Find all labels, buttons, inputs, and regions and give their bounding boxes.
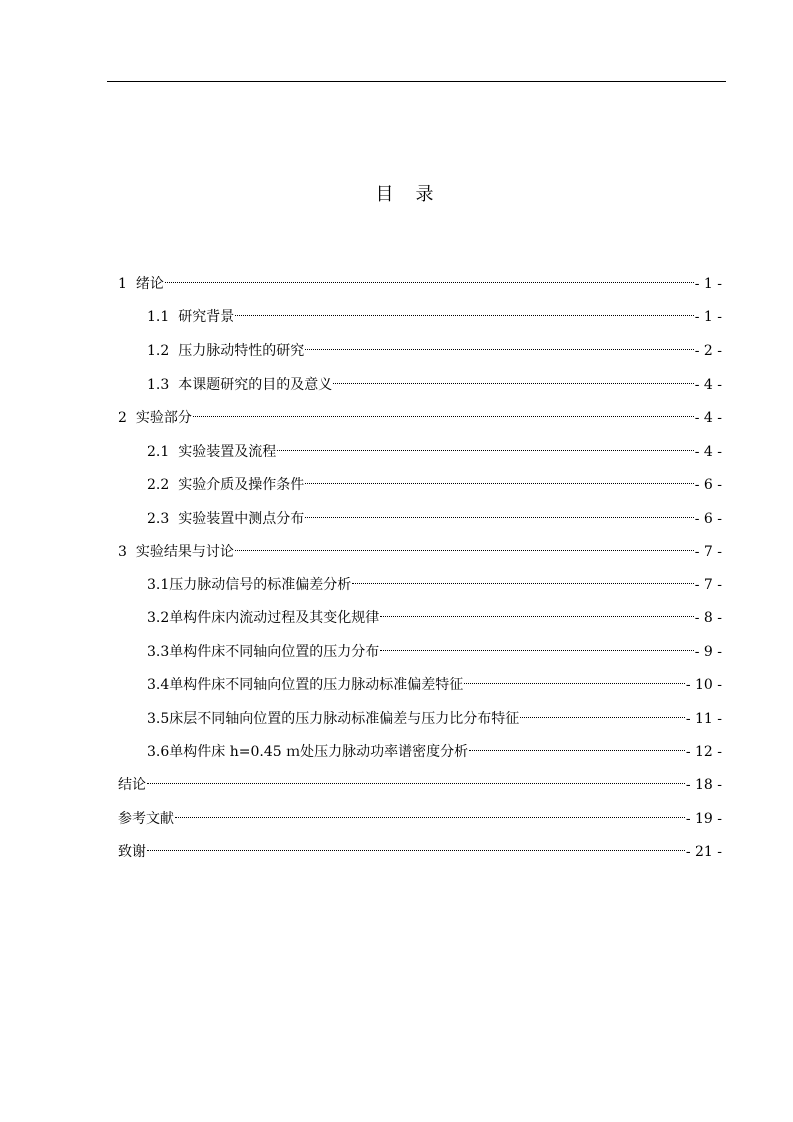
toc-entry-page: - 11 - [685,711,722,727]
toc-entry-number: 3.3 [147,644,170,660]
toc-entry-number: 1.1 [147,309,170,325]
toc-entry-page: - 10 - [685,677,722,693]
toc-entry-title: 压力脉动信号的标准偏差分析 [169,577,352,593]
toc-entry-title: 单构件床不同轴向位置的压力脉动标准偏差特征 [169,677,464,693]
toc-leader-dots [235,301,693,321]
toc-entry-title: 参考文献 [118,811,174,827]
toc-entry[interactable] [147,736,722,760]
toc-leader-dots [520,703,685,723]
toc-entry[interactable] [147,436,722,460]
toc-entry-title: 研究背景 [178,309,235,325]
toc-entry-number: 3.2 [147,610,170,626]
toc-entry[interactable] [118,769,722,793]
toc-entry[interactable] [147,636,722,660]
toc-entry-title: 实验结果与讨论 [135,544,234,560]
toc-entry-page: - 6 - [694,477,722,493]
toc-entry-page: - 19 - [685,811,722,827]
toc-entry-page: - 8 - [694,610,722,626]
toc-leader-dots [380,636,693,656]
toc-entry-number: 2.2 [147,477,170,493]
toc-entry-page: - 1 - [694,276,722,292]
toc-entry[interactable] [147,602,722,626]
toc-leader-dots [147,836,685,856]
toc-leader-dots [469,736,685,756]
toc-entry-page: - 7 - [694,544,722,560]
toc-entry-title: 结论 [118,777,146,793]
toc-entry-page: - 18 - [685,777,722,793]
toc-entry-number: 1.3 [147,377,170,393]
toc-entry-number: 2.1 [147,444,170,460]
toc-entry-number: 2.3 [147,511,170,527]
toc-leader-dots [464,669,685,689]
toc-leader-dots [305,335,693,355]
toc-entry-number: 3.4 [147,677,170,693]
toc-entry-title: 实验介质及操作条件 [178,477,305,493]
toc-entry-title: 压力脉动特性的研究 [178,343,305,359]
toc-leader-dots [380,602,693,622]
toc-entry[interactable] [147,669,722,693]
toc-leader-dots [147,769,685,789]
toc-entry-page: - 4 - [694,377,722,393]
toc-entry-title: 致谢 [118,844,146,860]
toc-entry[interactable] [147,369,722,393]
toc-leader-dots [165,268,694,288]
toc-entry[interactable] [118,836,722,860]
toc-entry-title: 单构件床 h=0.45 ｍ处压力脉动功率谱密度分析 [169,744,469,760]
toc-entry[interactable] [147,503,722,527]
toc-leader-dots [305,469,693,489]
toc-entry-page: - 4 - [694,444,722,460]
toc-entry-number: 2 [118,410,127,426]
toc-entry[interactable] [147,703,722,727]
toc-entry-title: 绪论 [135,276,164,292]
toc-entry-number: 3 [118,544,127,560]
toc-entry-page: - 7 - [694,577,722,593]
toc-leader-dots [235,536,694,556]
toc-entry[interactable] [118,268,722,292]
toc-entry[interactable] [118,536,722,560]
toc-entry[interactable] [147,335,722,359]
toc-entry-page: - 2 - [694,343,722,359]
toc-entry[interactable] [147,301,722,325]
toc-entry-title: 单构件床不同轴向位置的压力分布 [169,644,380,660]
toc-leader-dots [175,803,685,823]
toc-entry-page: - 12 - [685,744,722,760]
toc-entry[interactable] [147,469,722,493]
toc-entry[interactable] [118,402,722,426]
toc-leader-dots [352,569,693,589]
toc-entry-page: - 9 - [694,644,722,660]
toc-title: 目录 [375,184,456,205]
toc-entry-title: 单构件床内流动过程及其变化规律 [169,610,380,626]
toc-entry-title: 本课题研究的目的及意义 [178,377,333,393]
toc-leader-dots [305,503,693,523]
toc-entry[interactable] [147,569,722,593]
toc-entry-number: 3.1 [147,577,170,593]
toc-entry-title: 床层不同轴向位置的压力脉动标准偏差与压力比分布特征 [169,711,520,727]
toc-entry-page: - 6 - [694,511,722,527]
toc-entry-number: 3.5 [147,711,170,727]
toc-entry-title: 实验装置及流程 [178,444,277,460]
toc-entry[interactable] [118,803,722,827]
toc-entry-page: - 21 - [685,844,722,860]
toc-leader-dots [333,369,693,389]
toc-entry-title: 实验部分 [135,410,192,426]
toc-leader-dots [277,436,693,456]
toc-entry-number: 1.2 [147,343,170,359]
toc-entry-page: - 4 - [694,410,722,426]
toc-leader-dots [193,402,694,422]
toc-entry-page: - 1 - [694,309,722,325]
toc-entry-number: 1 [118,276,127,292]
toc-entry-number: 3.6 [147,744,170,760]
toc-entry-title: 实验装置中测点分布 [178,511,305,527]
